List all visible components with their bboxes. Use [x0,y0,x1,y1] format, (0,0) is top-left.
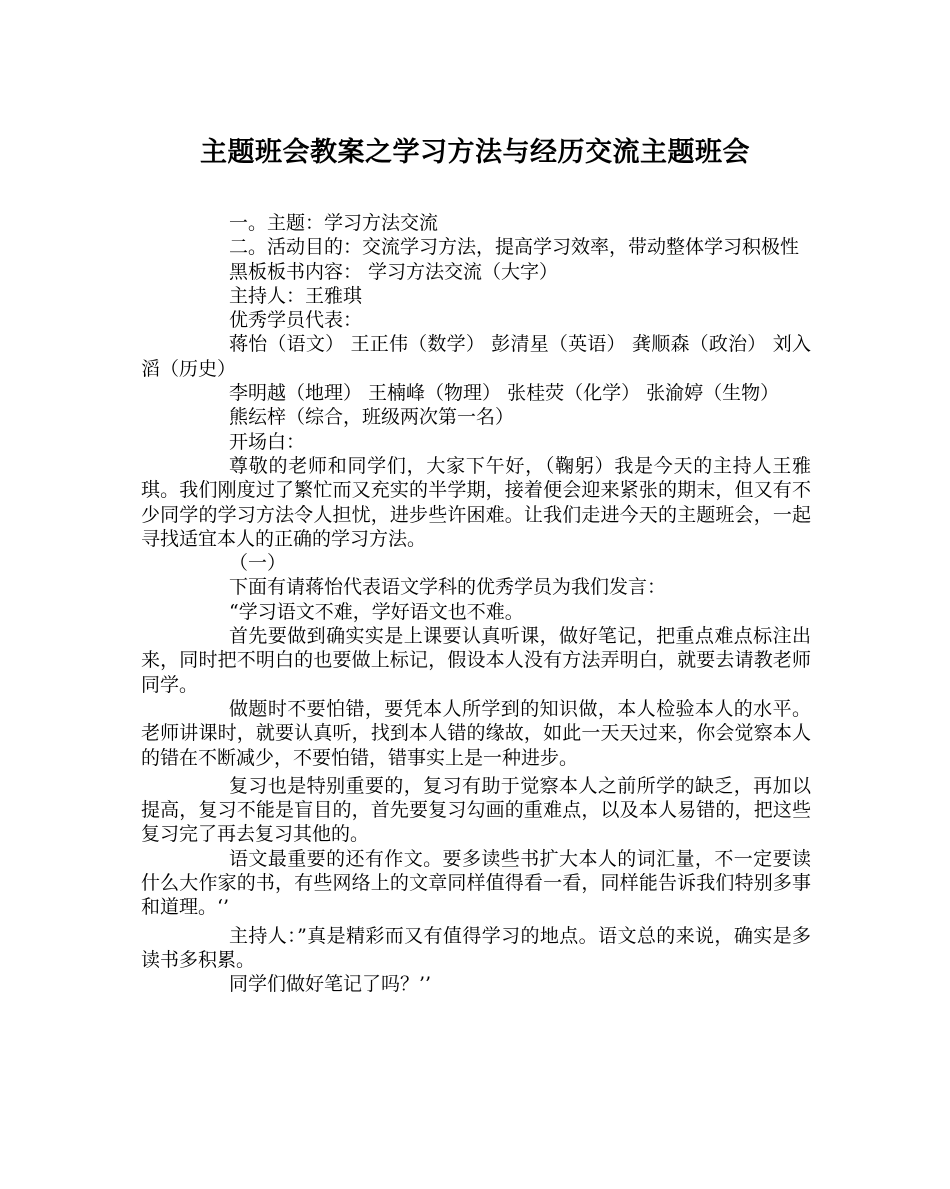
paragraph-quote-start: “学习语文不难，学好语文也不难。 [229,600,524,623]
paragraph-host-comment: 主持人：”真是精彩而又有值得学习的地点。语文总的来说，确实是多读书多积累。 [141,924,811,971]
paragraph-closing-question: 同学们做好笔记了吗？’’ [229,973,432,996]
paragraph-writing: 语文最重要的还有作文。要多读些书扩大本人的词汇量，不一定要读什么大作家的书，有些网络上的文章同样值得看一看，同样能告诉我们特别多事和道理。‘’ [141,847,811,919]
paragraph-section-one: （一） [229,552,287,575]
paragraph-invitation: 下面有请蒋怡代表语文学科的优秀学员为我们发言： [229,576,667,599]
paragraph-representatives-heading: 优秀学员代表： [229,309,363,332]
paragraph-topic: 一。主题：学习方法交流 [229,212,439,234]
paragraph-purpose: 二。活动目的：交流学习方法，提高学习效率，带动整体学习积极性 [229,236,800,259]
paragraph-host: 主持人：王雅琪 [229,284,363,307]
paragraph-blackboard: 黑板板书内容： 学习方法交流（大字） [229,260,559,283]
document-title: 主题班会教案之学习方法与经历交流主题班会 [200,137,750,168]
paragraph-opening-speech: 尊敬的老师和同学们，大家下午好，（鞠躬）我是今天的主持人王雅琪。我们刚度过了繁忙而又充实的半学期，接着便会迎来紧张的期末，但又有不少同学的学习方法令人担忧，进步些许困难。让我们走进今天的主题班会，一起寻找适宜本人的正确的学习方法。 [141,454,811,550]
paragraph-practice: 做题时不要怕错，要凭本人所学到的知识做，本人检验本人的水平。老师讲课时，就要认真听，找到本人错的缘故，如此一天天过来，你会觉察本人的错在不断减少，不要怕错，错事实上是一种进步。 [141,697,811,769]
document-body [141,211,811,997]
paragraph-representatives-row-1: 蒋怡（语文） 王正伟（数学） 彭清星（英语） 龚顺森（政治） 刘入滔（历史） [141,333,811,380]
paragraph-note-taking: 首先要做到确实实是上课要认真听课，做好笔记，把重点难点标注出来，同时把不明白的也要做上标记，假设本人没有方法弄明白，就要去请教老师同学。 [141,625,811,696]
paragraph-representative-overall: 熊纭梓（综合，班级两次第一名） [229,406,515,429]
paragraph-review: 复习也是特别重要的，复习有助于觉察本人之前所学的缺乏，再加以提高，复习不能是盲目的，首先要复习勾画的重难点，以及本人易错的，把这些复习完了再去复习其他的。 [141,774,811,846]
paragraph-opening-heading: 开场白： [229,430,306,453]
paragraph-representatives-row-2: 李明越（地理） 王楠峰（物理） 张桂荧（化学） 张渝婷（生物） [229,382,780,405]
